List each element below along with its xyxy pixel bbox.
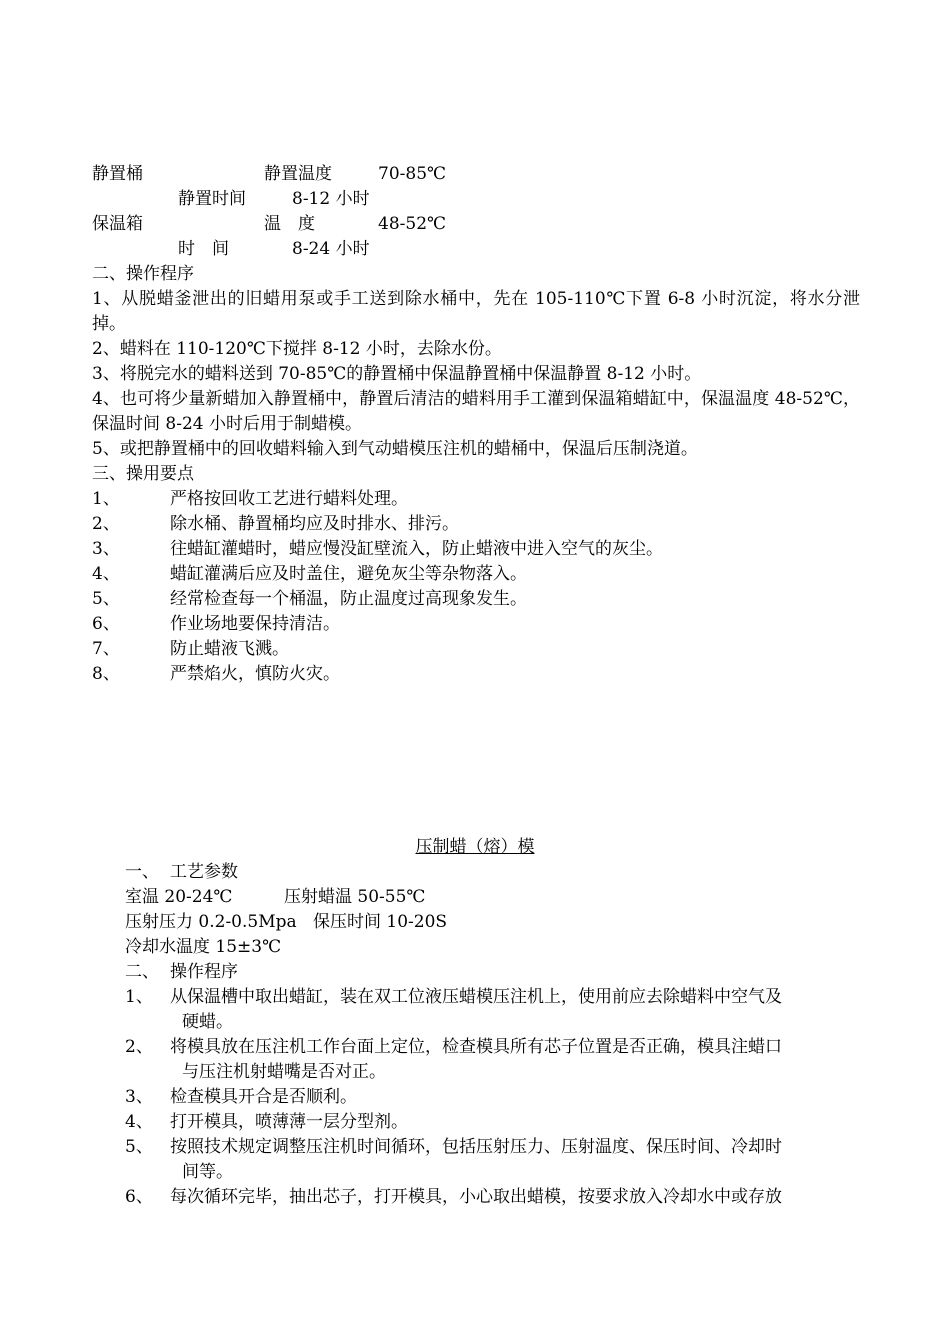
list-item: 严格按回收工艺进行蜡料处理。 (170, 489, 408, 509)
table-cell: 8-12 小时 (292, 189, 370, 209)
list-number: 2、 (125, 1037, 153, 1057)
list-item: 往蜡缸灌蜡时，蜡应慢没缸壁流入，防止蜡液中进入空气的灰尘。 (170, 539, 663, 559)
table-cell: 静置温度 (264, 164, 332, 184)
list-item: 经常检查每一个桶温，防止温度过高现象发生。 (170, 589, 527, 609)
list-number: 1、 (92, 489, 120, 509)
param-text: 室温 20-24℃ (125, 887, 233, 907)
list-number: 7、 (92, 639, 120, 659)
section-heading: 二、操作程序 (92, 264, 194, 284)
section-heading: 工艺参数 (170, 862, 238, 882)
list-number: 5、 (92, 589, 120, 609)
table-cell: 48-52℃ (378, 214, 447, 234)
section-heading: 三、操用要点 (92, 464, 194, 484)
step-text: 按照技术规定调整压注机时间循环，包括压射压力、压射温度、保压时间、冷却时 (170, 1137, 782, 1157)
step-text: 打开模具，喷薄薄一层分型剂。 (170, 1112, 408, 1132)
paragraph: 1、从脱蜡釜泄出的旧蜡用泵或手工送到除水桶中，先在 105-110℃下置 6-8 小时沉淀，将水分泄掉。 (92, 289, 860, 334)
table-cell: 时 间 (178, 239, 229, 259)
step-text: 检查模具开合是否顺利。 (170, 1087, 357, 1107)
section-heading: 操作程序 (170, 962, 238, 982)
param-text: 压射压力 0.2-0.5Mpa (125, 912, 297, 932)
step-text: 将模具放在压注机工作台面上定位，检查模具所有芯子位置是否正确，模具注蜡口 (170, 1037, 782, 1057)
paragraph: 4、也可将少量新蜡加入静置桶中，静置后清洁的蜡料用手工灌到保温箱蜡缸中，保温温度 48-52℃，保温时间 8-24 小时后用于制蜡模。 (92, 389, 860, 434)
list-number: 5、 (125, 1137, 153, 1157)
step-text: 每次循环完毕，抽出芯子，打开模具，小心取出蜡模，按要求放入冷却水中或存放 (170, 1187, 782, 1207)
table-cell: 温 度 (264, 214, 315, 234)
table-cell: 静置时间 (178, 189, 246, 209)
step-text: 从保温槽中取出蜡缸，装在双工位液压蜡模压注机上，使用前应去除蜡料中空气及 (170, 987, 782, 1007)
paragraph: 5、或把静置桶中的回收蜡料输入到气动蜡模压注机的蜡桶中，保温后压制浇道。 (92, 439, 698, 459)
list-number: 一、 (125, 862, 159, 882)
paragraph: 2、蜡料在 110-120℃下搅拌 8-12 小时，去除水份。 (92, 339, 502, 359)
list-number: 6、 (125, 1187, 153, 1207)
list-number: 6、 (92, 614, 120, 634)
list-number: 二、 (125, 962, 159, 982)
param-text: 保压时间 10-20S (313, 912, 448, 932)
table-cell: 保温箱 (92, 214, 143, 234)
paragraph: 3、将脱完水的蜡料送到 70-85℃的静置桶中保温静置桶中保温静置 8-12 小时。 (92, 364, 702, 384)
step-text: 硬蜡。 (182, 1012, 233, 1032)
list-item: 防止蜡液飞溅。 (170, 639, 289, 659)
list-item: 严禁焰火，慎防火灾。 (170, 664, 340, 684)
list-number: 4、 (92, 564, 120, 584)
step-text: 间等。 (182, 1162, 233, 1182)
step-text: 与压注机射蜡嘴是否对正。 (182, 1062, 386, 1082)
list-number: 4、 (125, 1112, 153, 1132)
list-item: 除水桶、静置桶均应及时排水、排污。 (170, 514, 459, 534)
param-text: 冷却水温度 15±3℃ (125, 937, 282, 957)
list-item: 蜡缸灌满后应及时盖住，避免灰尘等杂物落入。 (170, 564, 527, 584)
list-number: 1、 (125, 987, 153, 1007)
list-number: 2、 (92, 514, 120, 534)
table-cell: 静置桶 (92, 164, 143, 184)
table-cell: 8-24 小时 (292, 239, 370, 259)
list-number: 3、 (92, 539, 120, 559)
table-cell: 70-85℃ (378, 164, 447, 184)
param-text: 压射蜡温 50-55℃ (284, 887, 426, 907)
list-number: 3、 (125, 1087, 153, 1107)
list-number: 8、 (92, 664, 120, 684)
page-title: 压制蜡（熔）模 (415, 837, 535, 857)
list-item: 作业场地要保持清洁。 (170, 614, 340, 634)
